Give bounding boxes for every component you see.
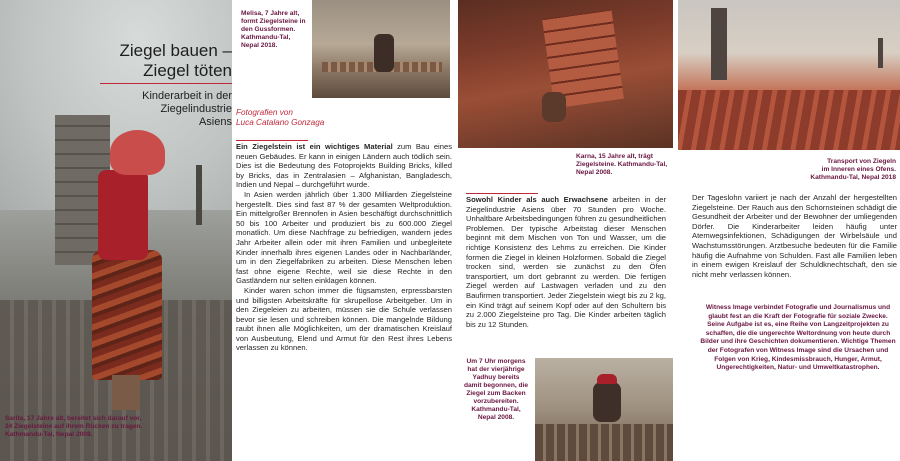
caption-line: Nepal 2018. [241,42,278,49]
paragraph: Kinder waren schon immer die fügsamsten, erpressbarsten und billigsten Arbeitskräfte für skrupellose Arbeitgeber. Um in den Ziegeleien zu arbeiten, müssen sie die Schule verlassen bevor sie lesen und schreiben können. Die mangelnde Bildung raubt ihnen alle Möglichkeiten, um der dramatischen Kreislauf von Ausbeutung, Elend und Armut für den Rest ihres Lebens verlassen zu können. [236,285,452,353]
caption-line: Um 7 Uhr morgens [466,358,526,365]
caption-line: im Inneren eines Ofens. [821,166,896,173]
article-column-2 [466,193,666,329]
caption-yadhu [462,358,530,422]
caption-line: Kathmandu-Tal, Nepal 2018 [810,174,896,181]
caption-line: Kathmandu-Tal, Nepal 2008. [5,431,93,438]
caption-line: 24 Ziegelsteine auf ihrem Rücken zu tragen. [5,423,143,430]
chimney-shape [711,8,727,80]
title-line: Ziegel töten [143,61,232,80]
chimney-shape [196,165,202,225]
caption-line: Kathmandu-Tal, [471,406,521,413]
caption-line: Yadhuy bereits [472,374,520,381]
paragraph: In Asien werden jährlich über 1.300 Milliarden Ziegelsteine hergestellt. Dies sind fast 87 % der gesamten Weltproduktion. Ein mittelgroßer Brennofen in Asien beschäftigt durchschnittlich 50 bis 100 Arbeiter und produziert bis zu 600.000 Ziegel monatlich. Um diese Nachfrage zu befriedigen, wandern jedes Jahr Arbeiter allein oder mit ihren Familien und unbegleitete Kinder innerhalb ihres eigenen Landes oder in Nachbarländer, um in den Ziegelfabriken zu arbeiten. Diese Menschen leben fast ohne eigene Rechte, weil sie diese Rechte in den Gastländern nur selten einklagen können. [236,189,452,286]
caption-line: Kathmandu-Tal, [241,34,291,41]
photo-credit [236,108,386,128]
caption-line: damit begonnen, die [463,382,529,389]
caption-line: Ziegelsteine. Kathmandu-Tal, [576,161,668,168]
photo-transport [678,0,900,150]
lead-text: Ein Ziegelstein ist ein wichtiges Material [236,142,393,151]
page-subtitle [110,90,232,129]
caption-karna [576,153,676,177]
caption-line: Ziegel zum Backen [466,390,526,397]
caption-line: Nepal 2008. [477,414,515,421]
info-box: Witness Image verbindet Fotografie und Journalismus und glaubt fest an die Kraft der Fotografie für soziale Zwecke. Seine Aufgabe ist es, eine Reihe von Langzeitprojekten zu schaffen, die die ungerechte Weltordnung von heute durch Bilder und ihre Geschichten dokumentieren. Wichtige Themen der Fotografen von Witness Image sind die Ursachen und Folgen von Krieg, Kindesmissbrauch, Hunger, Armut, Ungerechtigkeiten, Natur- und Umweltkatastrophen. [700,304,896,372]
paragraph-text: zum Bau eines neuen Gebäudes. Er kann in einigen Ländern auch tödlich sein. Dies ist die Bedeutung des Fotoprojekts Building Bricks, killed by Bricks, das in Zentralasien – Afghanistan, Bangladesch, Indien und Nepal – durchgeführt wurde. [236,142,452,190]
subtitle-line: Asiens [198,116,232,128]
paragraph: Der Tageslohn variiert je nach der Anzahl der hergestellten Ziegelsteine. Der Rauch aus den Schornsteinen schädigt die Gesundheit der Arbeiter und der Bewohner der umliegenden Dörfer. Die Kinderarbeiter leiden häufig unter Atemwegsinfektionen, Schädigungen der Wirbelsäule und Wachstumsstörungen. Arztbesuche bedeuten für die Familie häufig die Aufnahme von Schulden. Fast alle Familien leben in einem ewigen Kreislauf der Schuldknechtschaft, den sie nicht mehr verlassen können. [692,193,897,279]
photo-karna [458,0,673,148]
paragraph [466,193,666,329]
caption-line: Melisa, 7 Jahre alt, [241,10,300,17]
photo-melisa [312,0,450,98]
subtitle-line: Ziegelindustrie [160,103,232,115]
article-column-3 [692,193,897,279]
paragraph-text: arbeiten in der Ziegelindustrie Asiens über 70 Stunden pro Woche. Unhaltbare Arbeitsbedingungen führen zu gesundheitlichen Problemen. Der typische Arbeitstag dieser Menschen beginnt mit dem Mischen von Ton und Wasser, um die richtige Konsistenz des Lehms zu erreichen. Die Kinder formen die Ziegel in kleinen Holzformen. Sobald die Ziegel trocken sind, werden sie zunächst zu den Öfen transportiert, um dort gebrannt zu werden. Die fertigen Ziegel werden auf Lastwagen verladen und zu den Baufirmen transportiert. Jeder Ziegelstein wiegt bis zu 2 kg, ein Kind trägt auf seinem Kopf oder auf den Schultern bis zu 2.000 Ziegelsteine pro Tag. Die Kinder arbeiten täglich bis zu 12 Stunden. [466,195,666,329]
caption-line: vorzubereiten. [473,398,519,405]
caption-line: Transport von Ziegeln [827,158,896,165]
page-title [60,41,232,81]
article-column-1 [236,140,452,353]
caption-line: den Gussformen. [241,26,296,33]
caption-line: formt Ziegelsteine in [241,18,306,25]
credit-line: Fotografien von [236,108,293,117]
subtitle-line: Kinderarbeit in der [142,90,232,102]
cover-caption [5,415,225,439]
lead-divider [466,193,538,194]
caption-line: Sarita, 17 Jahre alt, bereitet sich darauf vor, [5,415,142,422]
title-divider [100,83,232,84]
lead-divider [236,140,308,141]
caption-line: hat der vierjährige [467,366,525,373]
title-line: Ziegel bauen – [119,41,232,60]
caption-line: Nepal 2008. [576,169,613,176]
caption-line: Karna, 15 Jahre alt, trägt [576,153,653,160]
credit-line: Luca Catalano Gonzaga [236,118,325,127]
photo-yadhu [535,358,673,461]
lead-text: Sowohl Kinder als auch Erwachsene [466,195,608,204]
chimney-shape [878,38,883,68]
caption-melisa [241,10,307,50]
paragraph [236,140,452,190]
caption-transport [768,158,896,182]
